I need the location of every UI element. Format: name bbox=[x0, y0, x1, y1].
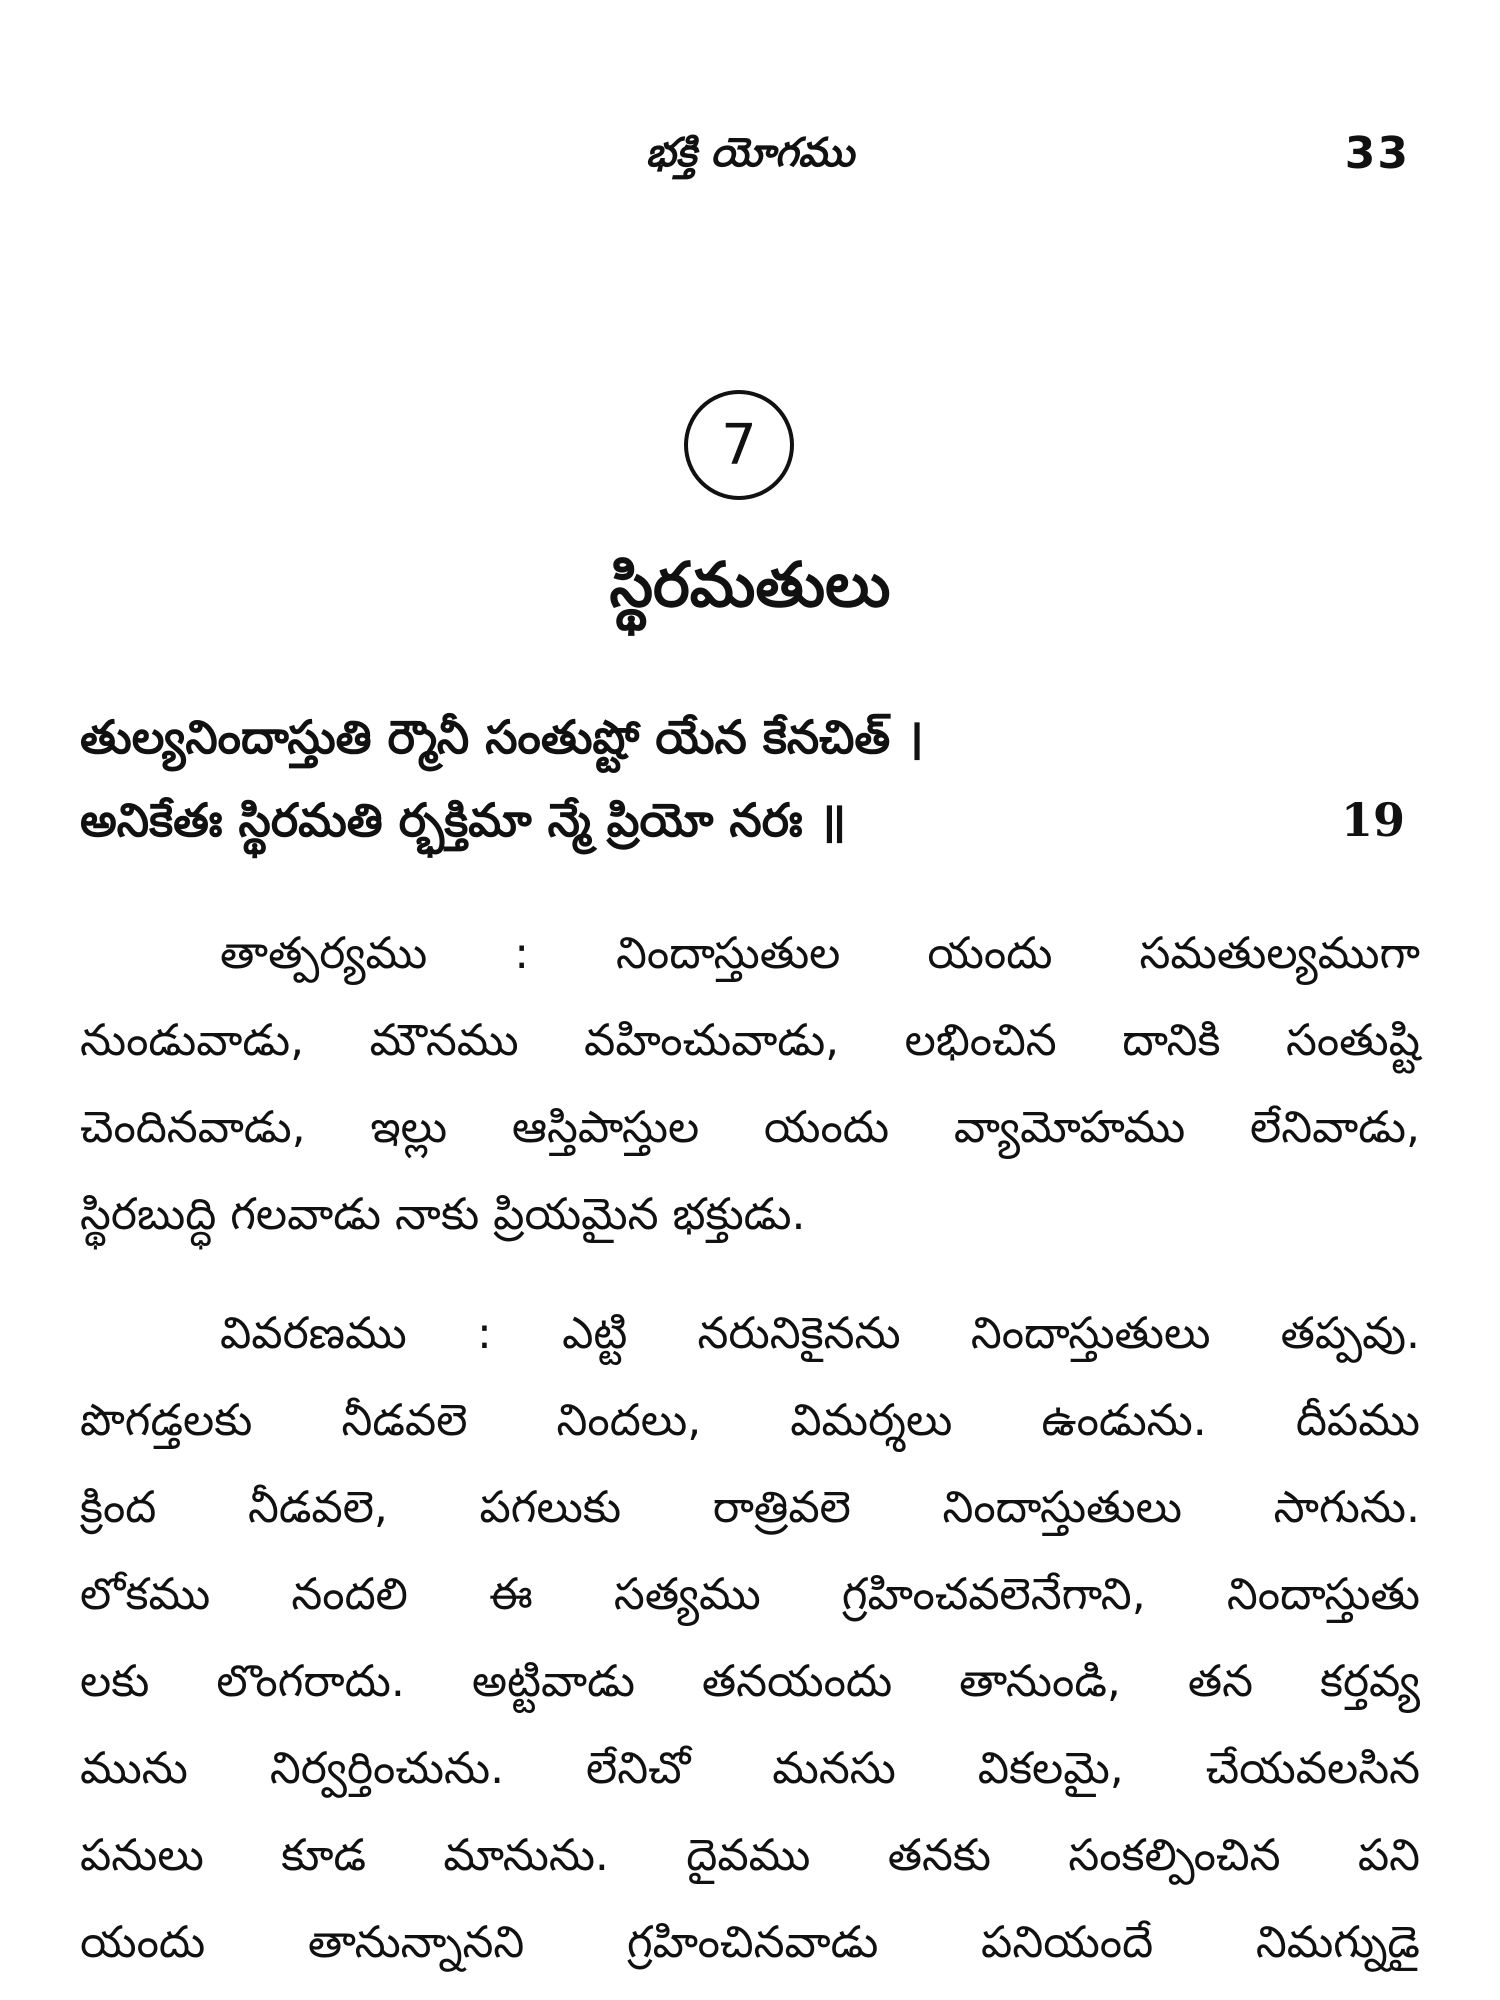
paragraph-line: మును నిర్వర్తించును. లేనిచో మనసు వికలమై, చేయవలసిన bbox=[80, 1743, 1420, 1794]
paragraph-line: చెందినవాడు, ఇల్లు ఆస్తిపాస్తుల యందు వ్యామోహము లేనివాడు, bbox=[80, 1102, 1420, 1153]
verse-line-1: తుల్యనిందాస్తుతి ర్మౌనీ సంతుష్టో యేన కేనచిత్ । bbox=[80, 710, 924, 764]
paragraph-line: నుండువాడు, మౌనము వహించువాడు, లభించిన దానికి సంతుష్టి bbox=[80, 1015, 1420, 1066]
paragraph-line: క్రింద నీడవలె, పగలుకు రాత్రివలె నిందాస్తుతులు సాగును. bbox=[80, 1482, 1420, 1533]
paragraph-line: లోకము నందలి ఈ సత్యము గ్రహించవలెనేగాని, నిందాస్తుతు bbox=[80, 1569, 1420, 1620]
paragraph-line: లకు లొంగరాదు. అట్టివాడు తనయందు తానుండి, తన కర్తవ్య bbox=[80, 1656, 1420, 1707]
paragraph-line: పనులు కూడ మానును. దైవము తనకు సంకల్పించిన పని bbox=[80, 1830, 1420, 1881]
running-head: భక్తి యోగము bbox=[645, 130, 855, 176]
paragraph-line: వివరణము : ఎట్టి నరునికైనను నిందాస్తుతులు తప్పవు. bbox=[220, 1308, 1420, 1359]
page-number: 33 bbox=[1344, 128, 1410, 179]
meaning-paragraph bbox=[80, 910, 1420, 1258]
verse-line-2: అనికేతః స్థిరమతి ర్భక్తిమా న్మే ప్రియో నరః ॥ bbox=[80, 793, 847, 847]
paragraph-line: తాత్పర్యము : నిందాస్తుతుల యందు సమతుల్యముగా bbox=[220, 928, 1420, 979]
paragraph-line: యందు తానున్నానని గ్రహించినవాడు పనియందే నిమగ్నుడై bbox=[80, 1917, 1420, 1968]
chapter-title: స్థిరమతులు bbox=[609, 548, 891, 621]
verse-number: 19 bbox=[1340, 793, 1405, 847]
paragraph-line: స్థిరబుద్ధి గలవాడు నాకు ప్రియమైన భక్తుడు. bbox=[80, 1189, 806, 1240]
chapter-number-circle bbox=[684, 390, 794, 500]
chapter-number: 7 bbox=[721, 412, 757, 478]
paragraph-line: పొగడ్తలకు నీడవలె నిందలు, విమర్శలు ఉండును. దీపము bbox=[80, 1395, 1420, 1446]
explanation-paragraph bbox=[80, 1290, 1420, 1986]
